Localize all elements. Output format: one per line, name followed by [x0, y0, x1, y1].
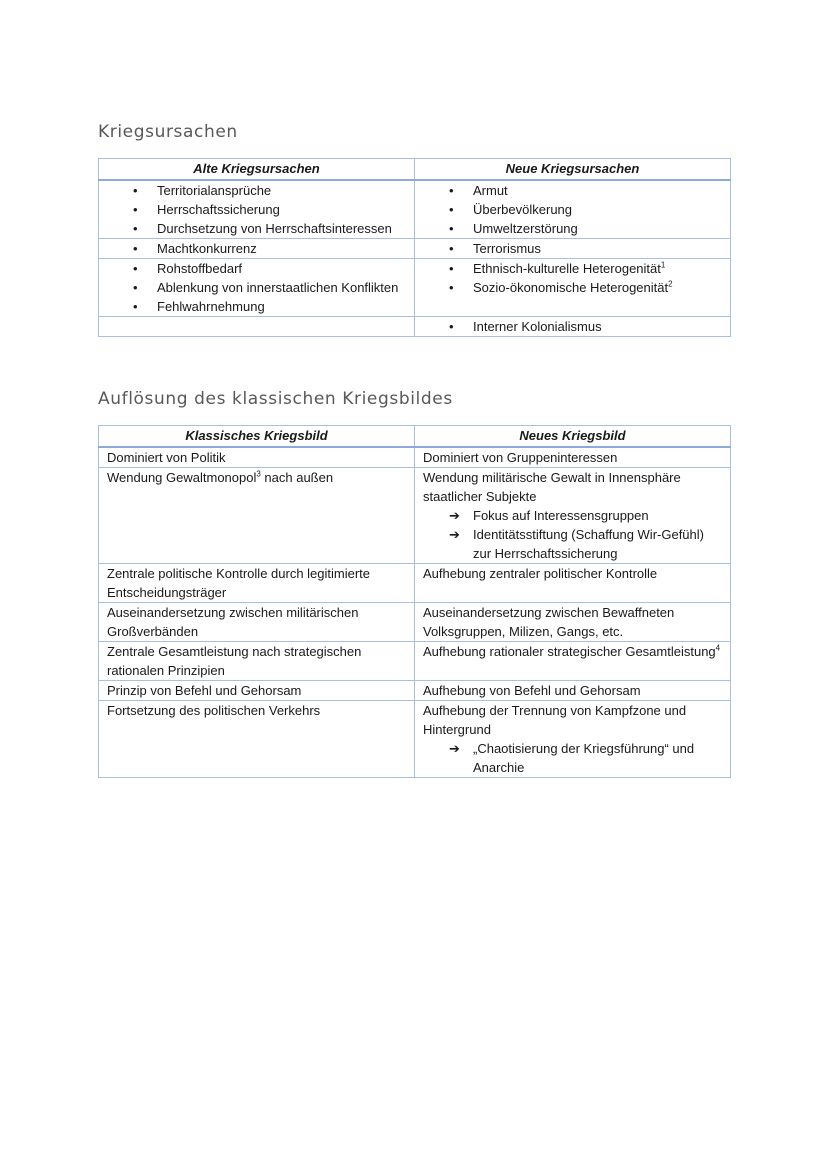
table-cell: Dominiert von Politik [99, 447, 415, 468]
list-item-text: Fokus auf Interessensgruppen [473, 508, 649, 523]
bullet-list [107, 181, 406, 238]
table-cell [415, 239, 731, 259]
table-cell: Prinzip von Befehl und Gehorsam [99, 681, 415, 701]
table-cell-empty [99, 317, 415, 337]
column-header-neue: Neue Kriegsursachen [415, 159, 731, 181]
table-header-row [99, 159, 731, 181]
bullet-list [423, 317, 722, 336]
column-header-alte: Alte Kriegsursachen [99, 159, 415, 181]
table-cell: Zentrale politische Kontrolle durch legitimierte Entscheidungsträger [99, 564, 415, 603]
table-cell [415, 259, 731, 317]
table-row [99, 564, 731, 603]
bullet-list [423, 239, 722, 258]
cell-text: Wendung militärische Gewalt in Innensphäre staatlicher Subjekte [423, 470, 681, 504]
footnote-marker: 2 [668, 279, 673, 289]
table-cell: Fortsetzung des politischen Verkehrs [99, 701, 415, 778]
cell-text: nach außen [260, 470, 334, 485]
table-row [99, 317, 731, 337]
list-item-text: Sozio-ökonomische Heterogenität [473, 280, 669, 295]
table-cell [99, 259, 415, 317]
bullet-list [107, 239, 406, 258]
table-row [99, 447, 731, 468]
table-row [99, 468, 731, 564]
list-item: • Fehlwahrnehmung [157, 297, 406, 316]
cell-text: Aufhebung der Trennung von Kampfzone und Hintergrund [423, 703, 687, 737]
table-header-row [99, 426, 731, 448]
section-heading-aufloesung: Auflösung des klassischen Kriegsbildes [98, 389, 453, 409]
table-cell [99, 180, 415, 239]
column-header-klassisch: Klassisches Kriegsbild [99, 426, 415, 448]
list-item: • Interner Kolonialismus [473, 317, 722, 336]
table-cell [415, 468, 731, 564]
list-item: • Ablenkung von innerstaatlichen Konflikten [157, 278, 406, 297]
list-item: • Armut [473, 181, 722, 200]
list-item: • Rohstoffbedarf [157, 259, 406, 278]
list-item: • Machtkonkurrenz [157, 239, 406, 258]
arrow-right-icon: ➔ [449, 527, 460, 542]
table-row [99, 259, 731, 317]
table-cell: Dominiert von Gruppeninteressen [415, 447, 731, 468]
table-cell [415, 701, 731, 778]
list-item: • Herrschaftssicherung [157, 200, 406, 219]
list-item [449, 525, 722, 563]
arrow-right-icon: ➔ [449, 741, 460, 756]
cell-text: Wendung Gewaltmonopol [107, 470, 257, 485]
list-item-text: Ethnisch-kulturelle Heterogenität [473, 261, 661, 276]
list-item-text: Identitätsstiftung (Schaffung Wir-Gefühl) zur Herrschaftssicherung [473, 527, 704, 561]
arrow-list [423, 739, 722, 777]
table-cell: Aufhebung zentraler politischer Kontrolle [415, 564, 731, 603]
table-kriegsbild [98, 425, 731, 778]
table-row [99, 180, 731, 239]
bullet-list [423, 259, 722, 297]
table-row [99, 681, 731, 701]
list-item [449, 739, 722, 777]
list-item [473, 259, 722, 278]
list-item: • Durchsetzung von Herrschaftsinteressen [157, 219, 406, 238]
table-row [99, 701, 731, 778]
footnote-marker: 4 [715, 643, 721, 653]
table-cell: Auseinandersetzung zwischen militärischen Großverbänden [99, 603, 415, 642]
table-kriegsursachen [98, 158, 731, 337]
table-cell: Zentrale Gesamtleistung nach strategischen rationalen Prinzipien [99, 642, 415, 681]
footnote-marker: 1 [660, 260, 666, 270]
list-item: • Territorialansprüche [157, 181, 406, 200]
table-row [99, 603, 731, 642]
table-cell [99, 468, 415, 564]
table-cell: Auseinandersetzung zwischen Bewaffneten Volksgruppen, Milizen, Gangs, etc. [415, 603, 731, 642]
list-item: • Überbevölkerung [473, 200, 722, 219]
table-cell [415, 317, 731, 337]
table-row [99, 642, 731, 681]
table-cell: Aufhebung von Befehl und Gehorsam [415, 681, 731, 701]
list-item [473, 278, 722, 297]
arrow-right-icon: ➔ [449, 508, 460, 523]
bullet-list [107, 259, 406, 316]
list-item-text: „Chaotisierung der Kriegsführung“ und Anarchie [473, 741, 695, 775]
table-row [99, 239, 731, 259]
list-item: • Terrorismus [473, 239, 722, 258]
list-item [449, 506, 722, 525]
list-item: • Umweltzerstörung [473, 219, 722, 238]
section-heading-kriegsursachen: Kriegsursachen [98, 122, 238, 142]
bullet-list [423, 181, 722, 238]
table-cell [99, 239, 415, 259]
cell-text: Aufhebung rationaler strategischer Gesamtleistung [423, 644, 716, 659]
table-cell [415, 642, 731, 681]
table-cell [415, 180, 731, 239]
arrow-list [423, 506, 722, 563]
footnote-marker: 3 [256, 469, 261, 479]
column-header-neu: Neues Kriegsbild [415, 426, 731, 448]
